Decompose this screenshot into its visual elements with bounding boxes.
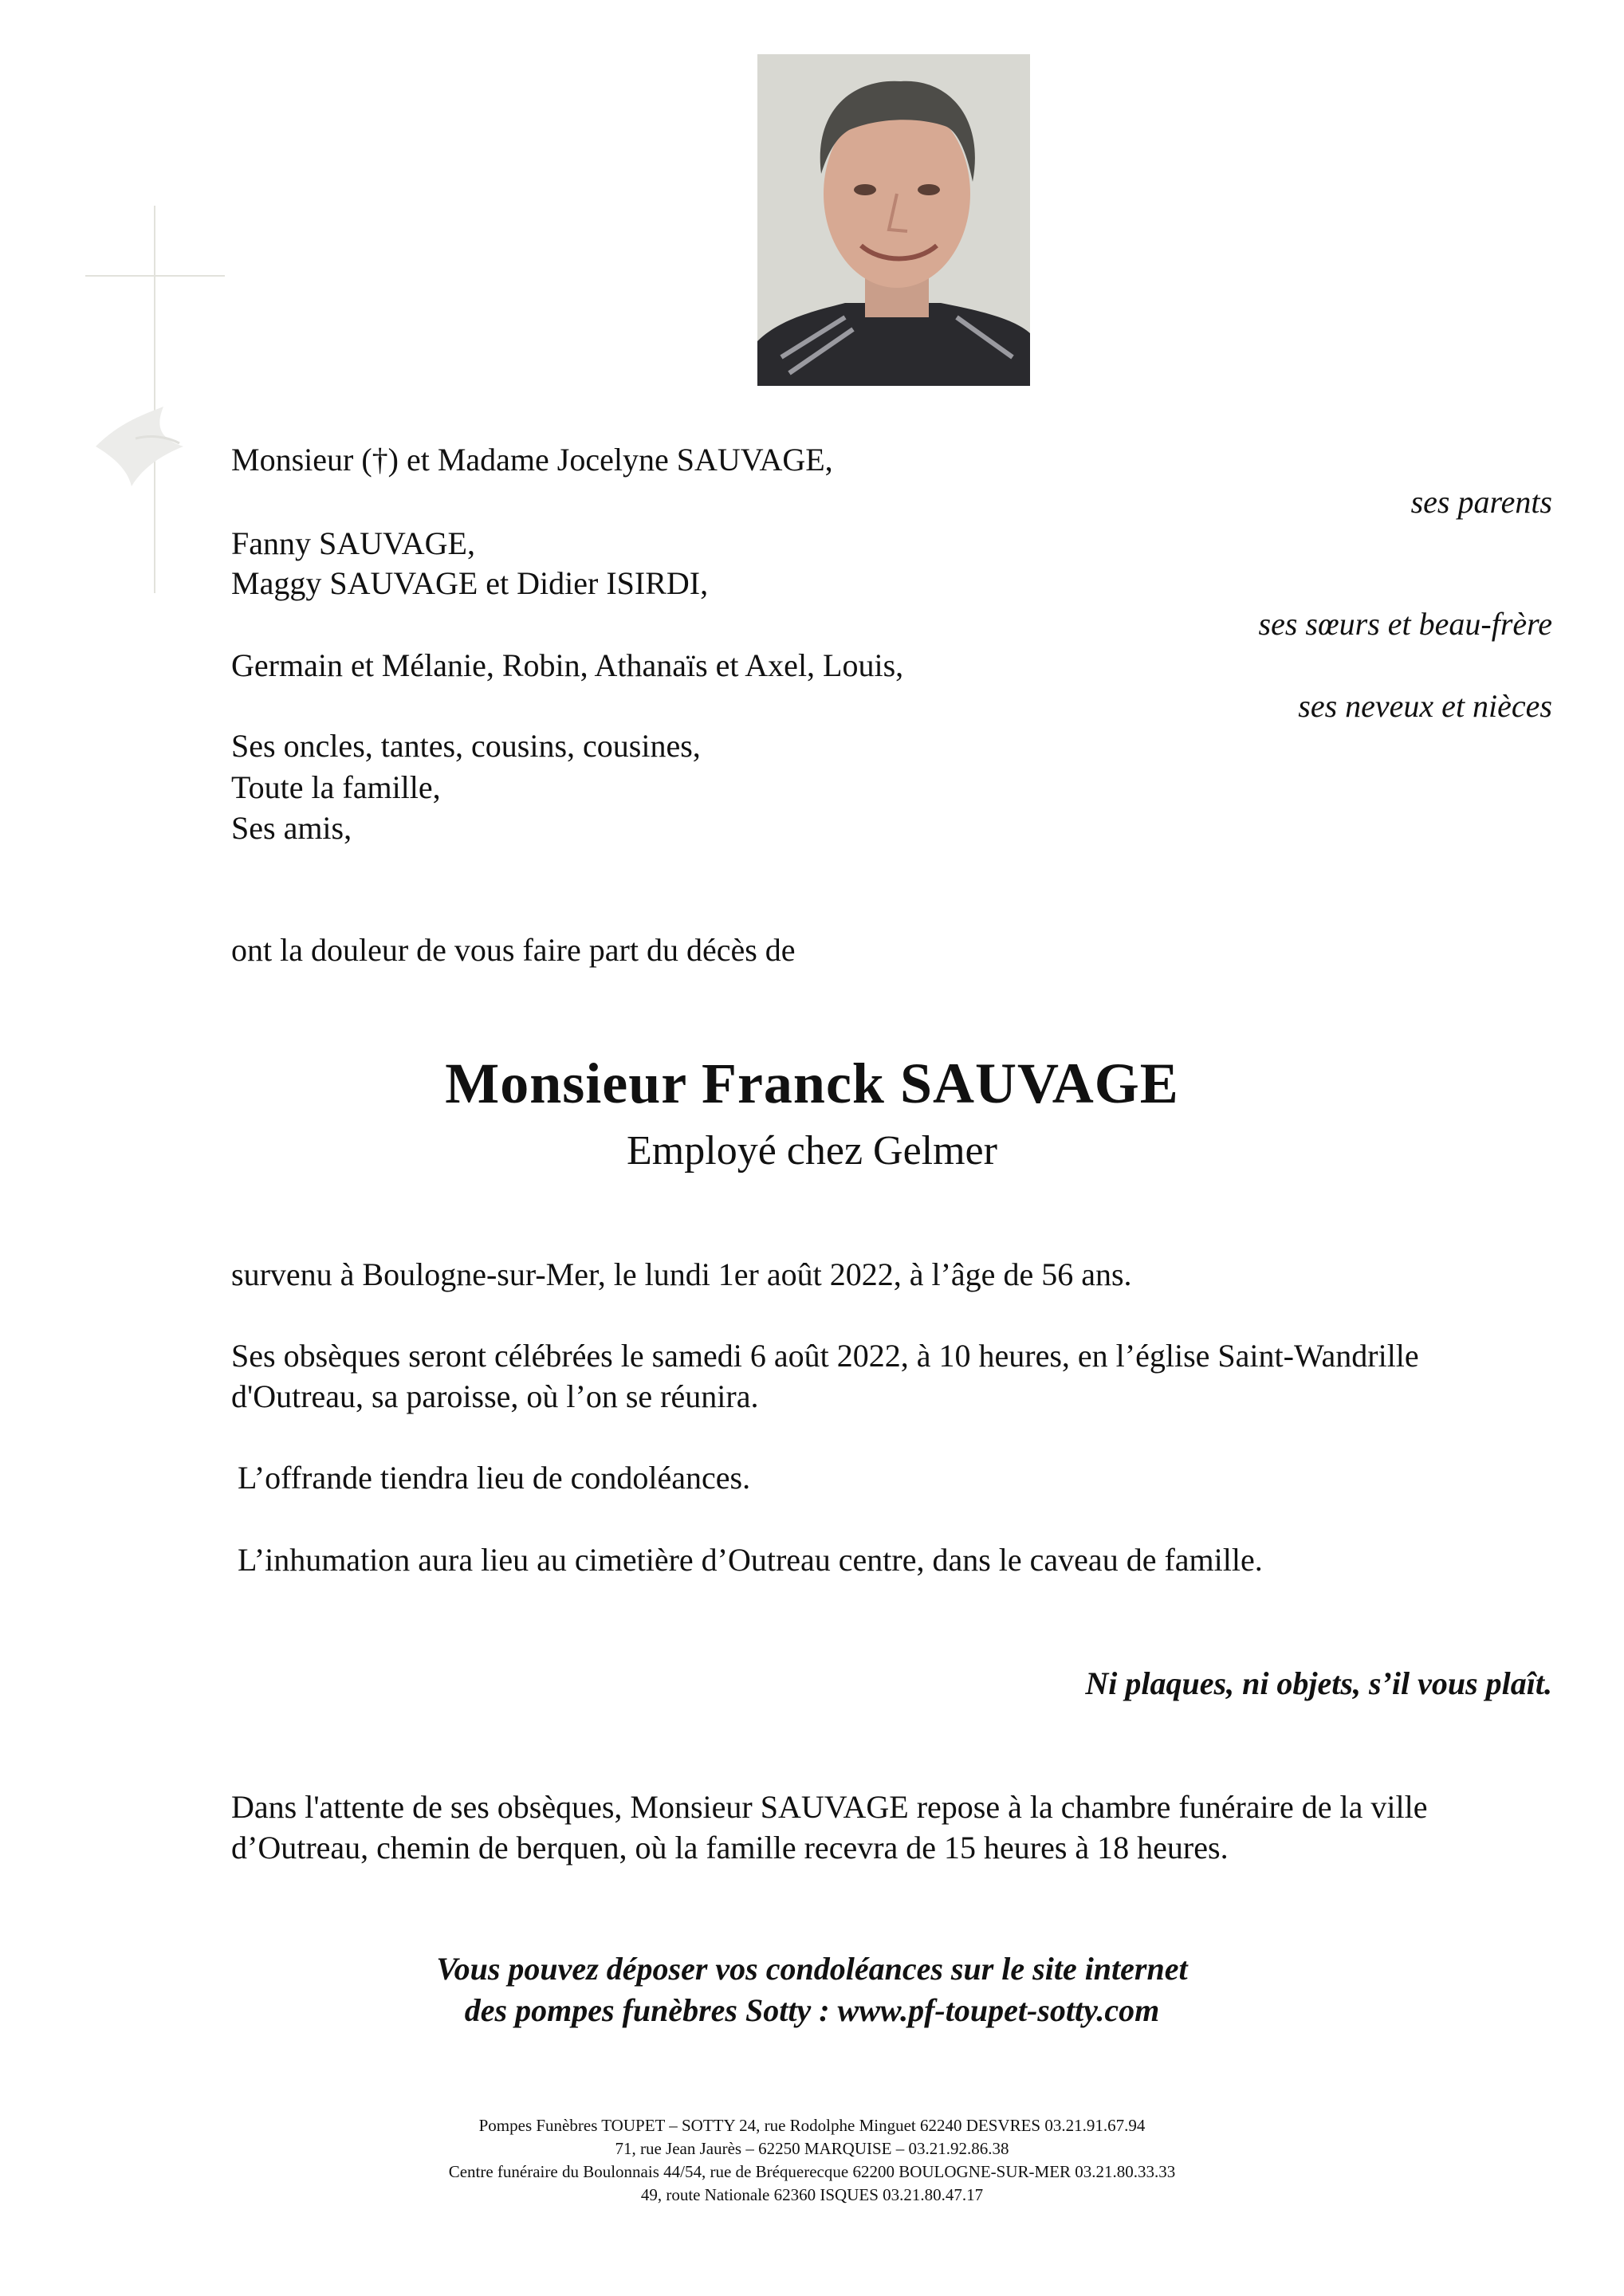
- family-line-nephews: Germain et Mélanie, Robin, Athanaïs et Axel, Louis,: [231, 647, 904, 683]
- footer-line-marquise: 71, rue Jean Jaurès – 62250 MARQUISE – 03.21.92.86.38: [615, 2139, 1009, 2158]
- portrait-photo: [757, 54, 1030, 386]
- funeral-line-1: Ses obsèques seront célébrées le samedi 6 août 2022, à 10 heures, en l’église Saint-Wandrille: [231, 1338, 1419, 1374]
- footer-line-boulogne: Centre funéraire du Boulonnais 44/54, rue de Bréquerecque 62200 BOULOGNE-SUR-MER 03.21.80.33.33: [448, 2162, 1176, 2181]
- announcement-text: ont la douleur de vous faire part du décès de: [231, 932, 796, 968]
- family-line-relatives: Ses oncles, tantes, cousins, cousines,: [231, 728, 701, 764]
- dove-icon: [88, 391, 207, 510]
- offering-text: L’offrande tiendra lieu de condoléances.: [238, 1460, 751, 1496]
- burial-text: L’inhumation aura lieu au cimetière d’Outreau centre, dans le caveau de famille.: [238, 1542, 1263, 1578]
- footer-line-isques: 49, route Nationale 62360 ISQUES 03.21.80.47.17: [640, 2185, 984, 2204]
- family-line-friends: Ses amis,: [231, 810, 352, 846]
- funeral-line-2: d'Outreau, sa paroisse, où l’on se réunira.: [231, 1378, 759, 1414]
- deceased-job: Employé chez Gelmer: [627, 1128, 997, 1174]
- relation-parents: ses parents: [1410, 484, 1552, 520]
- deceased-name: Monsieur Franck SAUVAGE: [445, 1052, 1179, 1115]
- no-plaques-text: Ni plaques, ni objets, s’il vous plaît.: [1085, 1665, 1552, 1701]
- rest-line-1: Dans l'attente de ses obsèques, Monsieur SAUVAGE repose à la chambre funéraire de la ville: [231, 1789, 1428, 1825]
- family-line-sister: Fanny SAUVAGE,: [231, 525, 475, 561]
- family-line-family: Toute la famille,: [231, 769, 441, 805]
- footer-line-desvres: Pompes Funèbres TOUPET – SOTTY 24, rue Rodolphe Minguet 62240 DESVRES 03.21.91.67.94: [478, 2116, 1146, 2135]
- family-line-sister-couple: Maggy SAUVAGE et Didier ISIRDI,: [231, 565, 709, 601]
- cross-horizontal: [85, 275, 225, 277]
- condolence-line-1: Vous pouvez déposer vos condoléances sur le site internet: [436, 1951, 1188, 1987]
- relation-nephews: ses neveux et nièces: [1298, 688, 1552, 724]
- death-notice: survenu à Boulogne-sur-Mer, le lundi 1er août 2022, à l’âge de 56 ans.: [231, 1256, 1132, 1292]
- condolence-line-2: des pompes funèbres Sotty : www.pf-toupet-sotty.com: [464, 1992, 1160, 2028]
- footer: [0, 2114, 1624, 2207]
- rest-line-2: d’Outreau, chemin de berquen, où la famille recevra de 15 heures à 18 heures.: [231, 1830, 1229, 1866]
- relation-sisters: ses sœurs et beau-frère: [1258, 606, 1552, 642]
- family-line-parents: Monsieur (†) et Madame Jocelyne SAUVAGE,: [231, 442, 833, 478]
